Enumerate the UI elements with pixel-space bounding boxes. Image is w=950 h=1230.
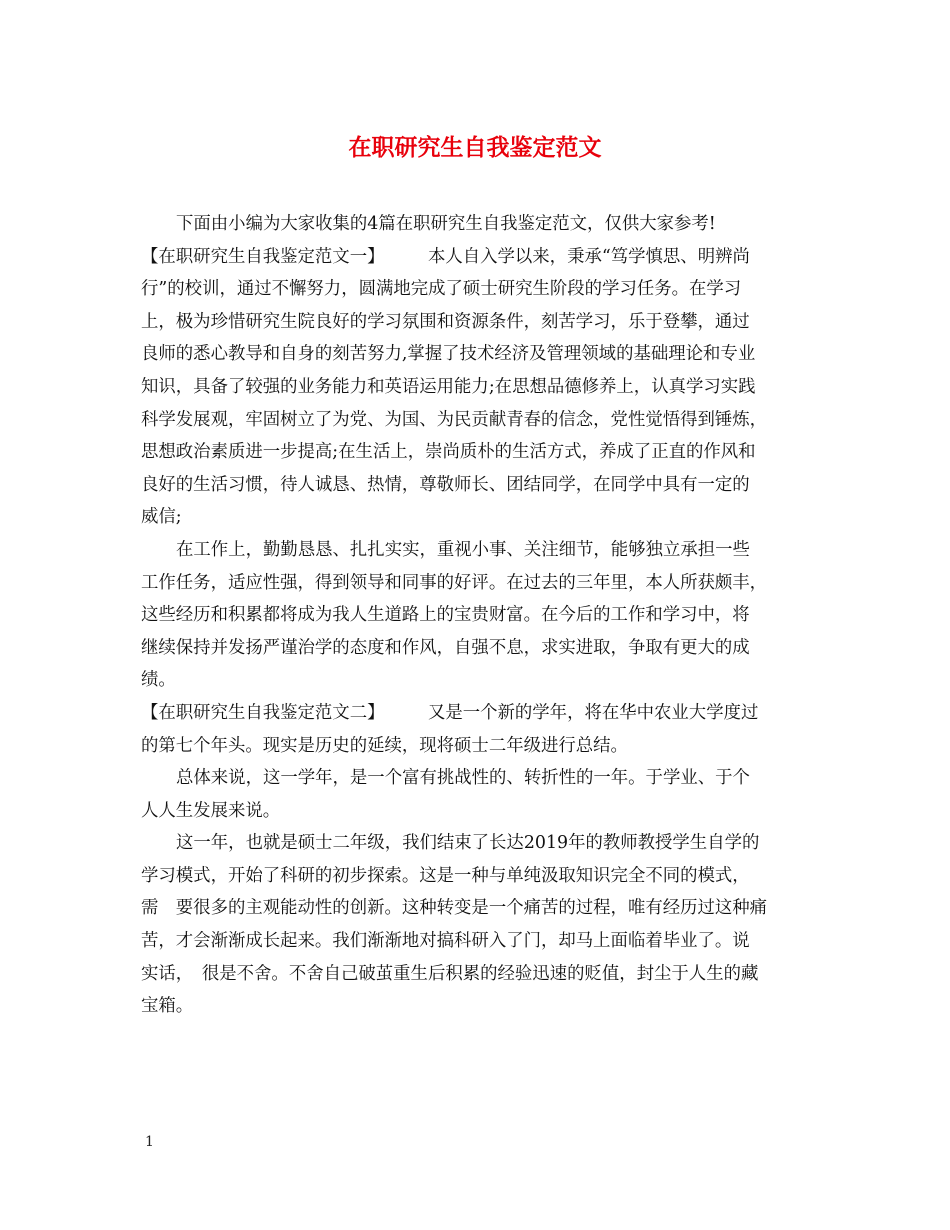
text-line: 【在职研究生自我鉴定范文一】 本人自入学以来，秉承“笃学慎思、明辨尚 [141,246,750,267]
page-number: 1 [145,1134,154,1150]
text-line: 苦，才会渐渐成长起来。我们渐渐地对搞科研入了门，却马上面临着毕业了。说 [141,931,750,952]
text-line: 威信; [141,507,182,528]
text-line: 实话， 很是不舍。不舍自己破茧重生后积累的经验迅速的贬值，封尘于人生的藏 [141,963,759,984]
text-line: 宝箱。 [141,996,194,1017]
text-line: 【在职研究生自我鉴定范文二】 又是一个新的学年，将在华中农业大学度过 [141,702,759,723]
text-line: 知识，具备了较强的业务能力和英语运用能力;在思想品德修养上，认真学习实践 [141,376,756,397]
text-line: 下面由小编为大家收集的4篇在职研究生自我鉴定范文，仅供大家参考! [176,214,716,234]
text-line: 这一年，也就是硕士二年级，我们结束了长达2019年的教师教授学生自学的 [176,833,760,854]
document-title: 在职研究生自我鉴定范文 [348,134,602,161]
text-line: 科学发展观，牢固树立了为党、为国、为民贡献青春的信念，党性觉悟得到锤炼， [141,409,768,430]
text-line: 绩。 [141,670,176,691]
text-line: 上，极为珍惜研究生院良好的学习氛围和资源条件，刻苦学习，乐于登攀，通过 [141,311,750,332]
text-line: 这些经历和积累都将成为我人生道路上的宝贵财富。在今后的工作和学习中，将 [141,605,750,626]
document-body [141,208,813,1023]
text-line: 学习模式，开始了科研的初步探索。这是一种与单纯汲取知识完全不同的模式， [141,865,750,886]
text-line: 良好的生活习惯，待人诚恳、热情，尊敬师长、团结同学，在同学中具有一定的 [141,474,750,495]
text-line: 工作任务，适应性强，得到领导和同事的好评。在过去的三年里，本人所获颇丰， [141,572,768,593]
text-line: 思想政治素质进一步提高;在生活上，崇尚质朴的生活方式，养成了正直的作风和 [141,442,756,463]
text-line: 良师的悉心教导和自身的刻苦努力,掌握了技术经济及管理领域的基础理论和专业 [141,344,756,365]
text-line: 人人生发展来说。 [141,800,281,821]
text-line: 的第七个年头。现实是历史的延续，现将硕士二年级进行总结。 [141,735,628,756]
text-line: 需 要很多的主观能动性的创新。这种转变是一个痛苦的过程，唯有经历过这种痛 [141,898,768,919]
text-line: 行”的校训，通过不懈努力，圆满地完成了硕士研究生阶段的学习任务。在学习 [141,279,742,300]
text-line: 在工作上，勤勤恳恳、扎扎实实，重视小事、关注细节，能够独立承担一些 [176,539,750,560]
text-line: 总体来说，这一学年，是一个富有挑战性的、转折性的一年。于学业、于个 [176,768,750,789]
text-line: 继续保持并发扬严谨治学的态度和作风，自强不息，求实进取，争取有更大的成 [141,637,750,658]
